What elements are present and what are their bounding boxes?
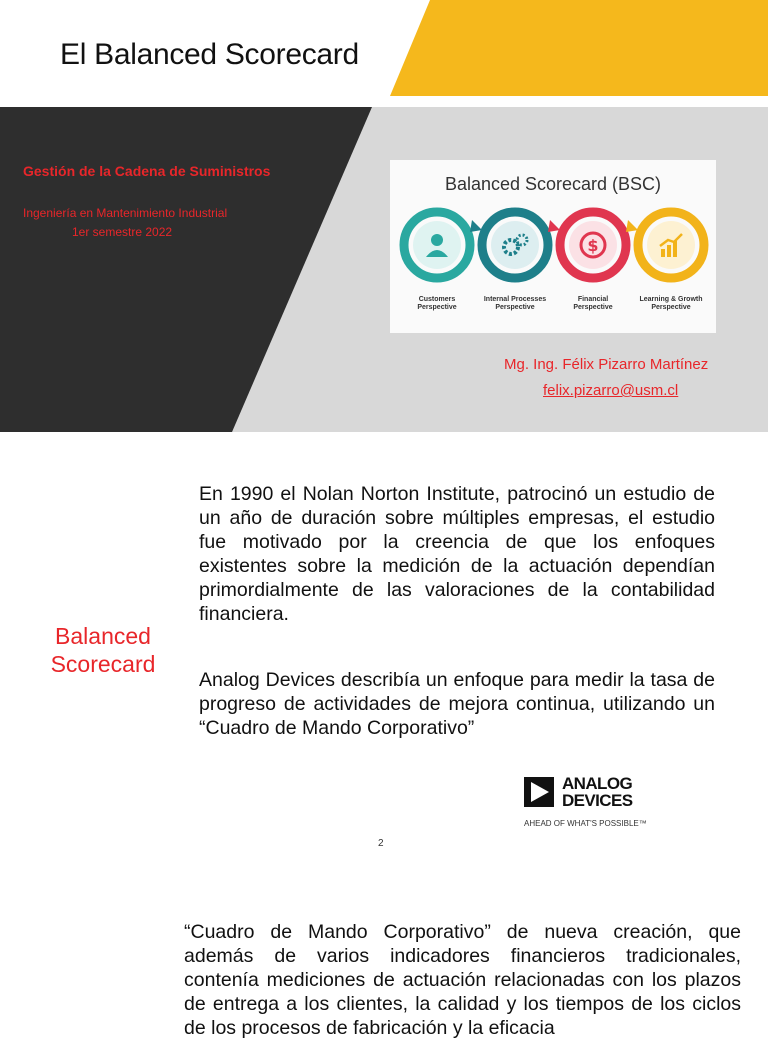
paragraph-cuadro-de-mando: “Cuadro de Mando Corporativo” de nueva creación, que además de varios indicadores financieros tradicionales, contenía mediciones de actuación relacionadas con los plazos de entrega a los clientes, la calidad y los tiempos de los ciclos de los procesos de fabricación y la eficacia [184,921,741,1039]
program-name: Ingeniería en Mantenimiento Industrial [23,206,228,220]
person-icon [421,229,453,261]
author-email-link[interactable]: felix.pizarro@usm.cl [543,382,679,399]
growth-chart-icon [655,229,687,261]
course-name: Gestión de la Cadena de Suministros [23,163,271,179]
bsc-illustration-title: Balanced Scorecard (BSC) [444,174,662,194]
next-slide [0,864,768,1039]
semester-label: 1er semestre 2022 [72,225,173,239]
slide-title: El Balanced Scorecard [60,38,359,71]
logo-text-line2: DEVICES [562,791,633,810]
paragraph-analog-devices: Analog Devices describía un enfoque para medir la tasa de progreso de actividades de mejora continua, utilizando un “Cuadro de Mando Corporativo” [199,669,715,739]
title-slide [0,0,768,432]
customers-label: Customers Perspective [417,296,457,311]
financial-label: Financial Perspective [573,296,613,311]
internal-processes-label: Internal Processes Perspective [483,296,547,311]
bsc-illustration [390,160,716,333]
content-slide [0,432,768,864]
page-number: 2 [378,838,384,849]
logo-tagline: AHEAD OF WHAT'S POSSIBLE™ [524,819,647,828]
learning-growth-label: Learning & Growth Perspective [639,296,703,311]
svg-text:$: $ [587,236,599,255]
dollar-icon [577,229,609,261]
logo-text-line1: ANALOG [562,774,633,793]
side-title: Balanced Scorecard [50,623,156,677]
author-name: Mg. Ing. Félix Pizarro Martínez [504,356,709,373]
analog-devices-logo [524,774,654,833]
gears-icon [499,229,531,261]
paragraph-history: En 1990 el Nolan Norton Institute, patrocinó un estudio de un año de duración sobre múltiples empresas, el estudio fue motivado por la creencia de que los enfoques existentes sobre la medición de la actuación dependían primordialmente de las valoraciones de la contabilidad financiera. [199,483,715,625]
play-triangle-icon [524,777,554,807]
